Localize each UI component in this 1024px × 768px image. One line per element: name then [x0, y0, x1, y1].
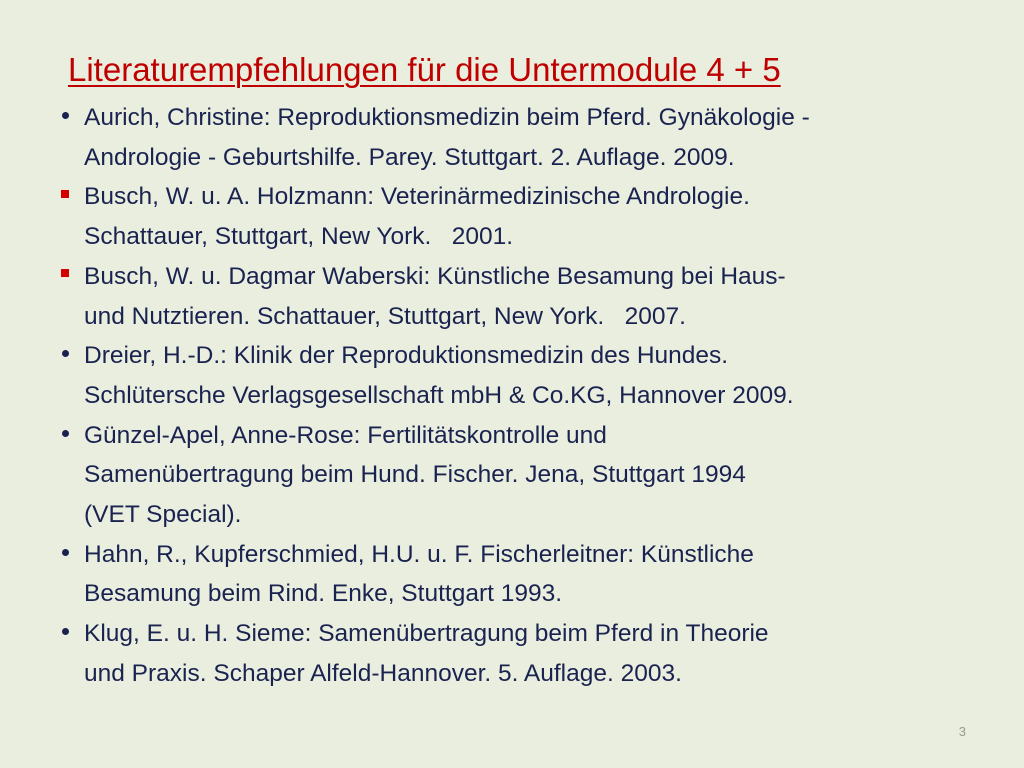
dot-bullet-icon — [56, 416, 74, 456]
reference-item — [56, 336, 986, 415]
reference-item — [56, 98, 986, 177]
reference-item — [56, 614, 986, 693]
reference-text-line: Besamung beim Rind. Enke, Stuttgart 1993. — [84, 580, 563, 608]
reference-item — [56, 535, 986, 614]
square-bullet-icon — [56, 257, 74, 297]
reference-text-line: Klug, E. u. H. Sieme: Samenübertragung beim Pferd in Theorie — [84, 620, 769, 648]
reference-text-line: und Praxis. Schaper Alfeld-Hannover. 5. Auflage. 2003. — [84, 659, 682, 687]
reference-text-line: Schlütersche Verlagsgesellschaft mbH & Co.KG, Hannover 2009. — [84, 381, 794, 409]
reference-text-line: Andrologie - Geburtshilfe. Parey. Stuttgart. 2. Auflage. 2009. — [84, 143, 735, 171]
reference-text-line: Dreier, H.-D.: Klinik der Reproduktionsmedizin des Hundes. — [84, 342, 729, 370]
reference-text-line: Busch, W. u. Dagmar Waberski: Künstliche Besamung bei Haus- — [84, 262, 786, 290]
reference-text-line: und Nutztieren. Schattauer, Stuttgart, New York. 2007. — [84, 302, 686, 330]
reference-text-line: Aurich, Christine: Reproduktionsmedizin beim Pferd. Gynäkologie - — [84, 104, 810, 131]
reference-text-line: Schattauer, Stuttgart, New York. 2001. — [84, 223, 514, 251]
dot-bullet-icon — [56, 98, 74, 138]
dot-bullet-icon — [56, 336, 74, 376]
reference-item — [56, 257, 986, 336]
reference-list — [56, 98, 986, 694]
square-bullet-icon — [56, 177, 74, 217]
reference-item — [56, 177, 986, 256]
reference-text-line: Samenübertragung beim Hund. Fischer. Jena, Stuttgart 1994 — [84, 461, 746, 489]
reference-item — [56, 416, 986, 535]
page-number: 3 — [958, 724, 966, 739]
dot-bullet-icon — [56, 535, 74, 575]
reference-text-line: Günzel-Apel, Anne-Rose: Fertilitätskontrolle und — [84, 421, 607, 449]
reference-text-line: Hahn, R., Kupferschmied, H.U. u. F. Fischerleitner: Künstliche — [84, 540, 754, 568]
slide-title: Literaturempfehlungen für die Untermodule 4 + 5 — [68, 51, 781, 88]
dot-bullet-icon — [56, 614, 74, 654]
reference-text-line: Busch, W. u. A. Holzmann: Veterinärmedizinische Andrologie. — [84, 183, 750, 211]
reference-text-line: (VET Special). — [84, 501, 242, 529]
